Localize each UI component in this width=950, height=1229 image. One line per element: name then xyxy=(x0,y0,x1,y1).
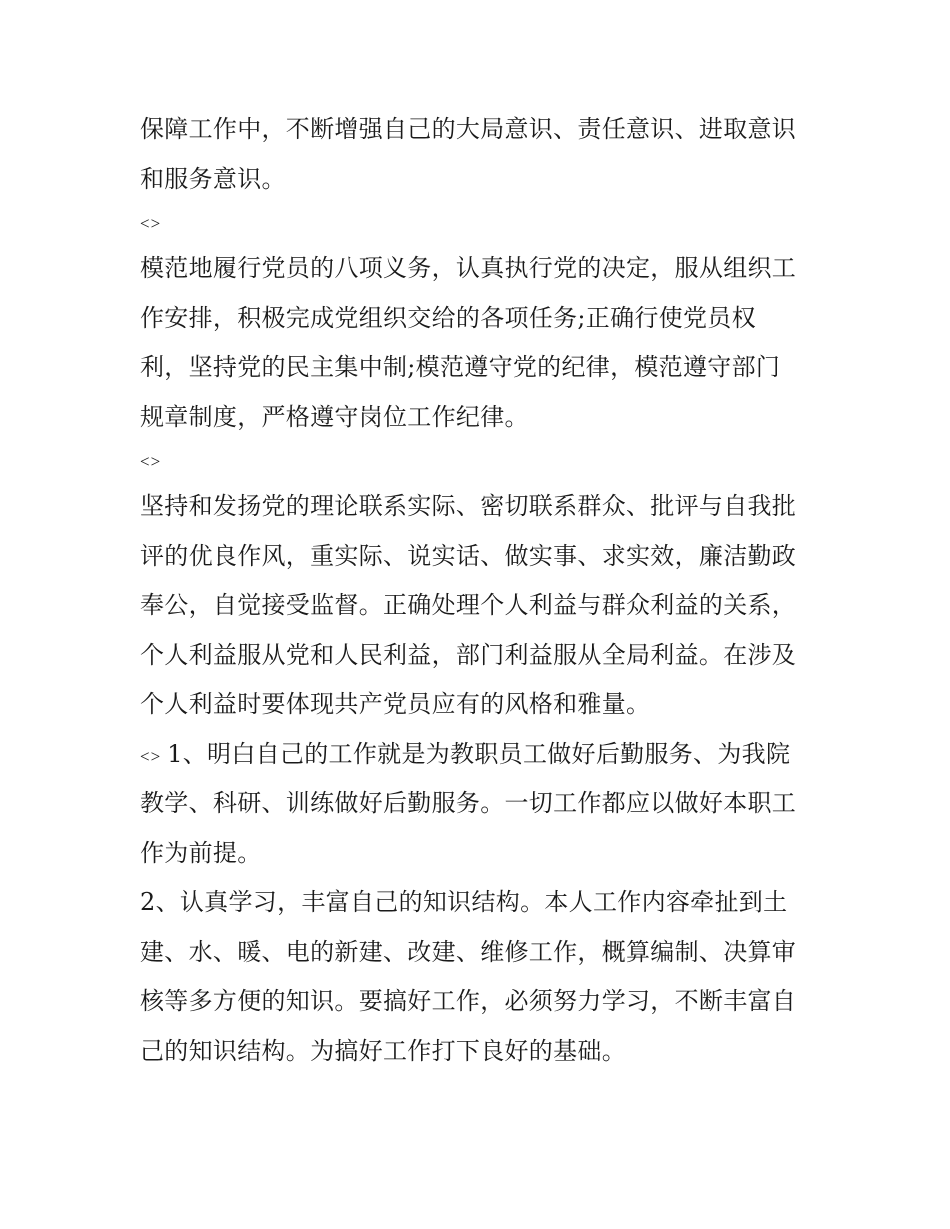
text-line: 建、水、暖、电的新建、改建、维修工作，概算编制、决算审 xyxy=(140,937,797,966)
text-line: 奉公，自觉接受监督。正确处理个人利益与群众利益的关系， xyxy=(140,591,797,619)
text-line: 教学、科研、训练做好后勤服务。一切工作都应以做好本职工 xyxy=(140,789,797,817)
text-line: 和服务意识。 xyxy=(140,164,286,193)
section-marker: <> xyxy=(140,746,162,766)
text-line xyxy=(140,730,820,780)
text-line: 保障工作中，不断增强自己的大局意识、责任意识、进取意识 xyxy=(140,115,797,143)
text-line: 利，坚持党的民主集中制;模范遵守党的纪律，模范遵守部门 xyxy=(140,353,781,381)
text-line: 评的优良作风，重实际、说实话、做实事、求实效，廉洁勤政 xyxy=(140,541,797,570)
text-line: 作为前提。 xyxy=(140,838,262,867)
section-marker: <> xyxy=(140,452,162,471)
text-line: 模范地履行党员的八项义务，认真执行党的决定，服从组织工 xyxy=(140,254,797,282)
text-line: 作安排，积极完成党组织交给的各项任务;正确行使党员权 xyxy=(140,303,756,332)
text-line-content: 1、明白自己的工作就是为教职员工做好后勤服务、为我院 xyxy=(167,739,791,768)
section-marker: <> xyxy=(140,214,162,233)
text-line: 核等多方便的知识。要搞好工作，必须努力学习，不断丰富自 xyxy=(140,987,797,1015)
text-line: 个人利益时要体现共产党员应有的风格和雅量。 xyxy=(140,690,651,718)
text-line: 个人利益服从党和人民利益，部门利益服从全局利益。在涉及 xyxy=(140,640,797,669)
text-line: 2、认真学习，丰富自己的知识结构。本人工作内容牵扯到土 xyxy=(140,888,788,916)
text-line: 坚持和发扬党的理论联系实际、密切联系群众、批评与自我批 xyxy=(140,492,797,520)
text-line: 己的知识结构。为搞好工作打下良好的基础。 xyxy=(140,1036,626,1065)
text-line: 规章制度，严格遵守岗位工作纪律。 xyxy=(140,402,529,431)
document-body xyxy=(140,105,820,1076)
